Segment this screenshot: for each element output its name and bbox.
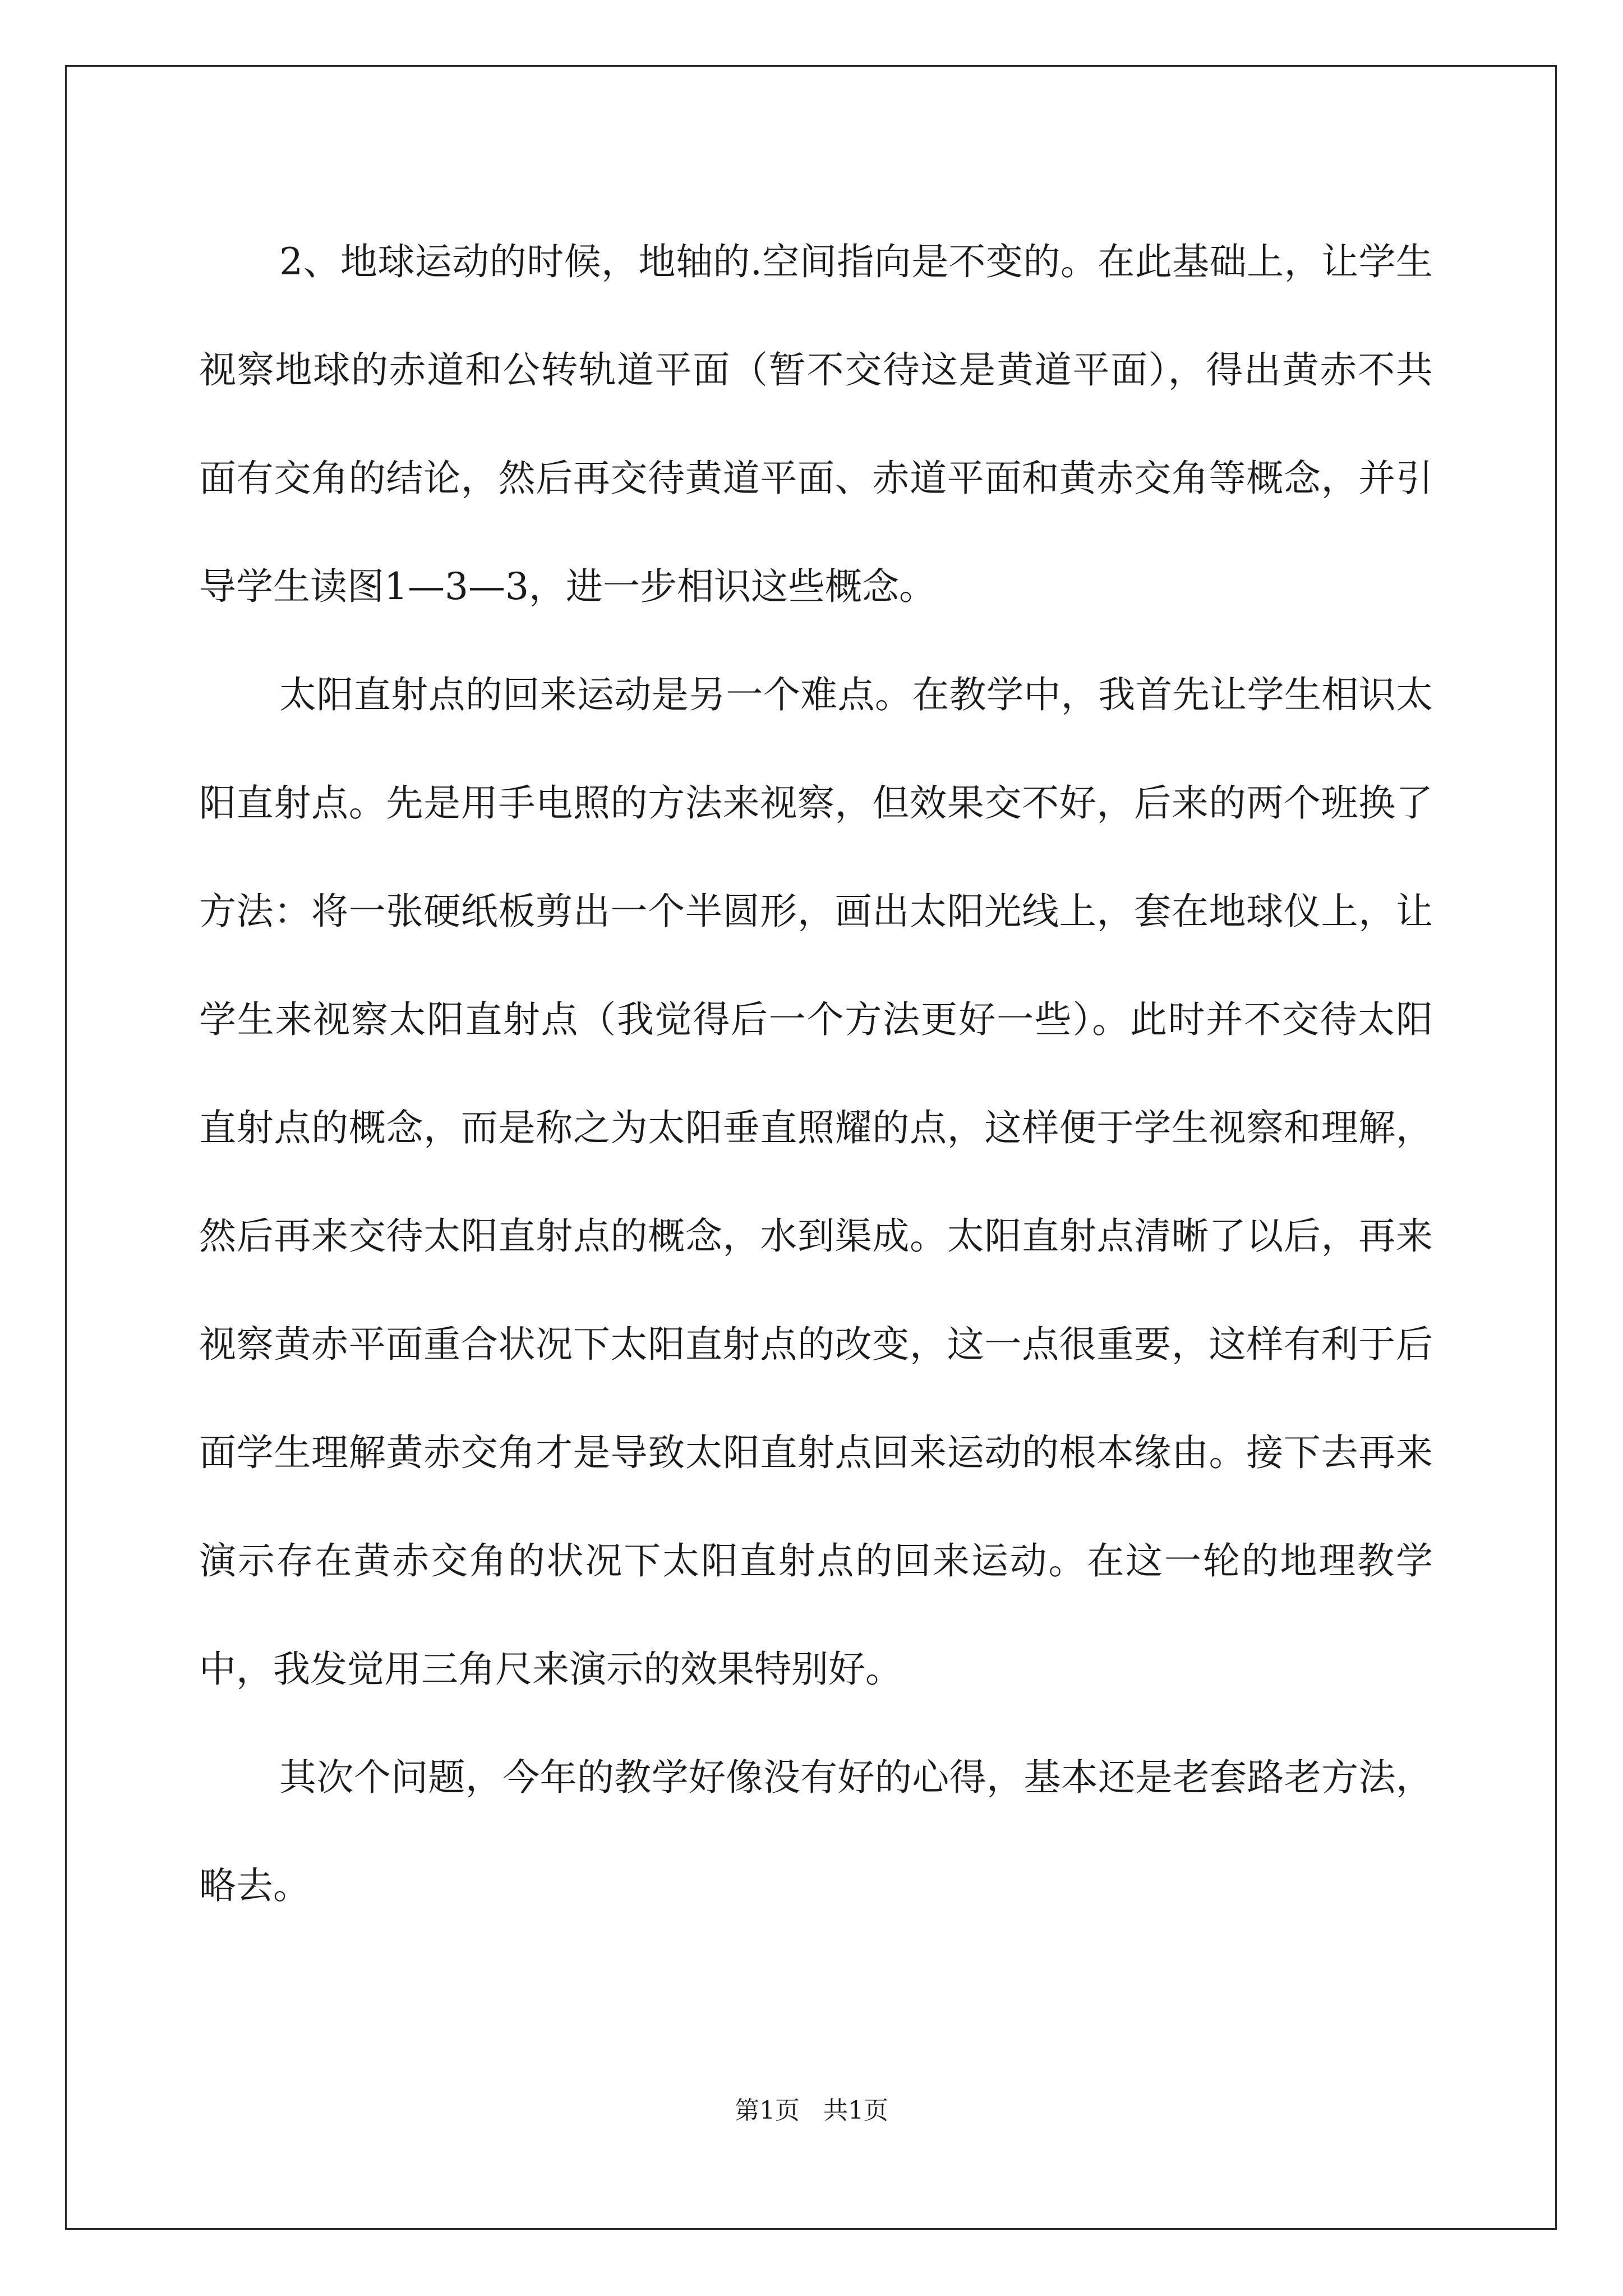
paragraph-3: 其次个问题，今年的教学好像没有好的心得，基本还是老套路老方法，略去。 [199, 1756, 1433, 1907]
paragraph-1: 2、地球运动的时候，地轴的.空间指向是不变的。在此基础上，让学生视察地球的赤道和公转轨道平面（暂不交待这是黄道平面），得出黄赤不共面有交角的结论，然后再交待黄道平面、赤道平面和黄赤交角等概念，并引导学生读图1—3—3，进一步相识这些概念。 [199, 240, 1433, 608]
page-number-footer: 第1页 共1页 [735, 2096, 888, 2125]
paragraph-2: 太阳直射点的回来运动是另一个难点。在教学中，我首先让学生相识太阳直射点。先是用手电照的方法来视察，但效果交不好，后来的两个班换了方法：将一张硬纸板剪出一个半圆形，画出太阳光线上，套在地球仪上，让学生来视察太阳直射点（我觉得后一个方法更好一些）。此时并不交待太阳直射点的概念，而是称之为太阳垂直照耀的点，这样便于学生视察和理解，然后再来交待太阳直射点的概念，水到渠成。太阳直射点清晰了以后，再来视察黄赤平面重合状况下太阳直射点的改变，这一点很重要，这样有利于后面学生理解黄赤交角才是导致太阳直射点回来运动的根本缘由。接下去再来演示存在黄赤交角的状况下太阳直射点的回来运动。在这一轮的地理教学中，我发觉用三角尺来演示的效果特别好。 [199, 673, 1433, 1691]
document-body [199, 208, 1433, 1940]
